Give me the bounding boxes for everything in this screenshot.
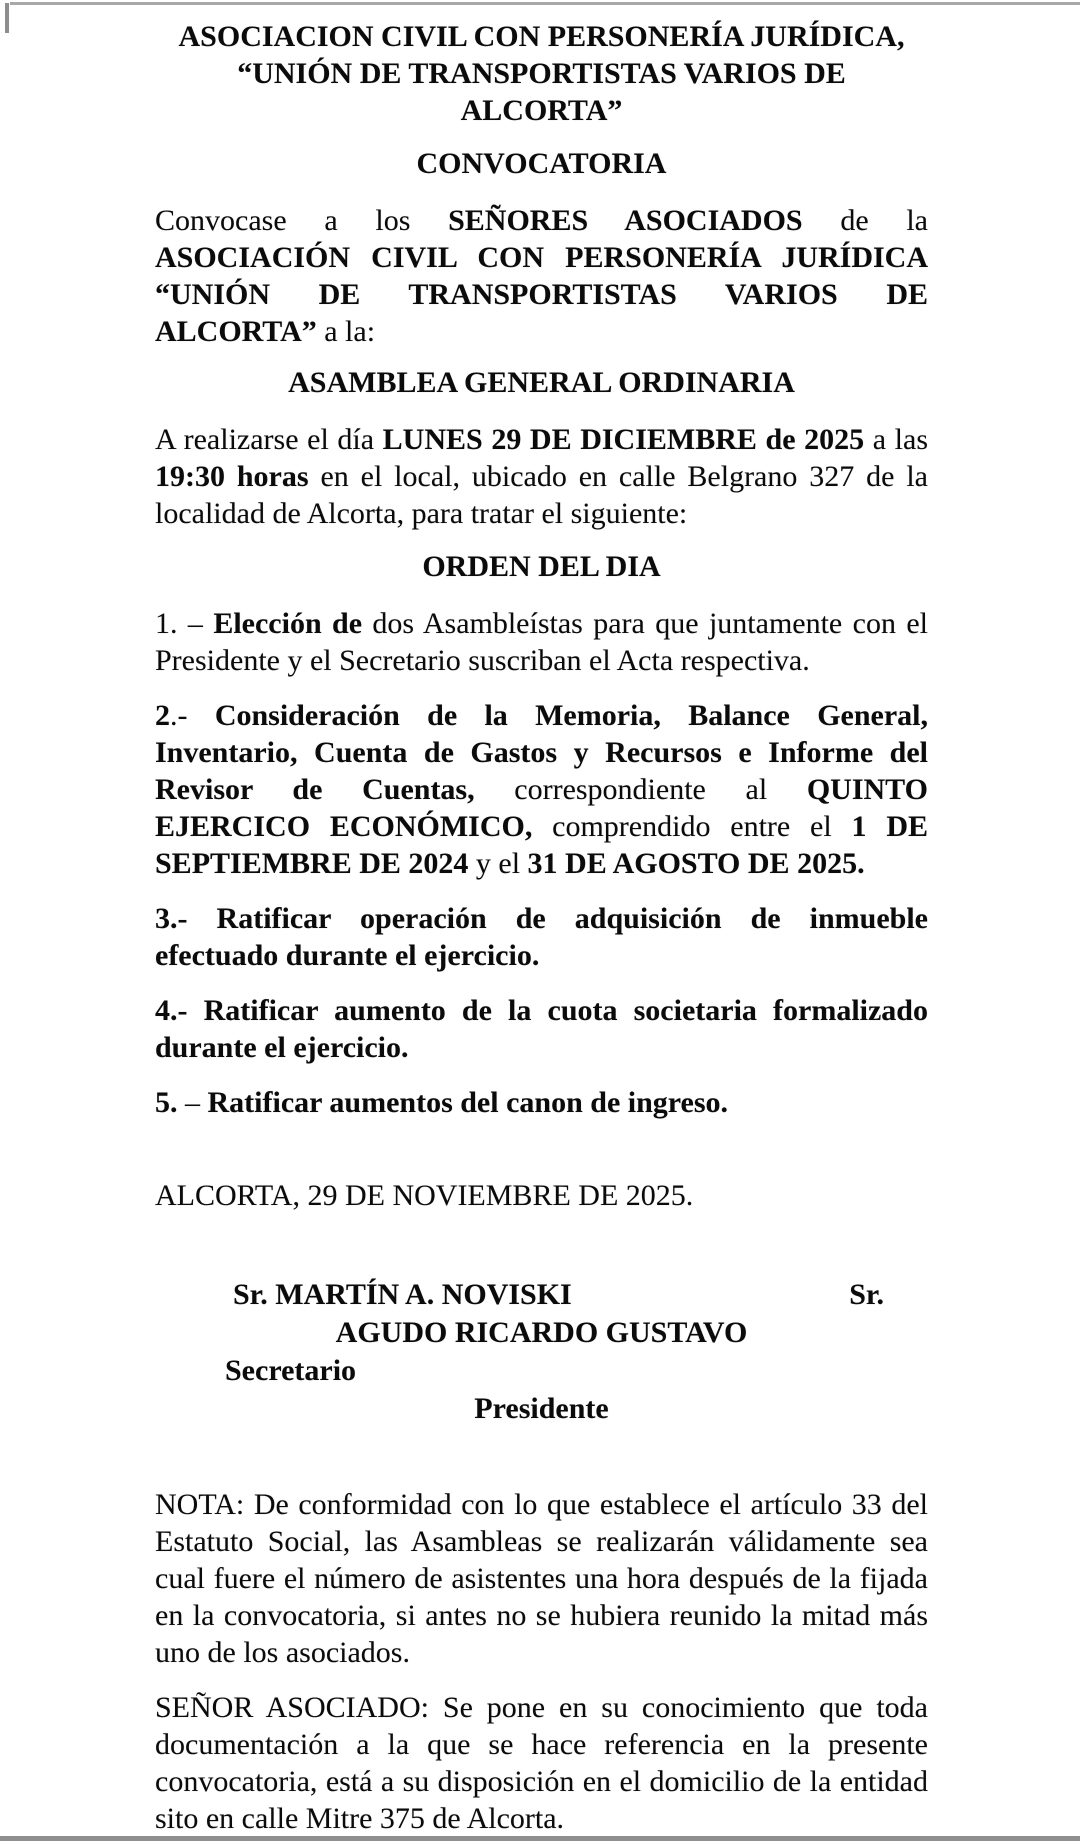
- agenda-item-3: [155, 900, 928, 974]
- title-line: ASOCIACION CIVIL CON PERSONERÍA JURÍDICA,: [178, 20, 905, 53]
- text-run: 1 DE SEPTIEMBRE DE 2024: [155, 810, 928, 880]
- signature-name-president: AGUDO RICARDO GUSTAVO: [335, 1316, 748, 1349]
- title-line: “UNIÓN DE TRANSPORTISTAS VARIOS DE: [237, 57, 846, 90]
- text-run: de la: [802, 204, 929, 237]
- text-run: QUINTO EJERCICO ECONÓMICO,: [155, 773, 928, 843]
- heading-convocatoria: CONVOCATORIA: [416, 147, 667, 180]
- text-run: A realizarse el día: [155, 423, 383, 456]
- document-title: [155, 18, 928, 129]
- text-run: 3.- Ratificar operación de adquisición de inmueble efectuado durante el ejercicio.: [155, 902, 928, 972]
- heading-asamblea-general: ASAMBLEA GENERAL ORDINARIA: [288, 366, 795, 399]
- text-run: 19:30 horas: [155, 460, 309, 493]
- intro-paragraph: [155, 202, 928, 350]
- signature-block: [155, 1276, 928, 1428]
- text-run: .-: [170, 699, 215, 732]
- text-run: 5.: [155, 1086, 178, 1119]
- text-run: en el local, ubicado en calle Belgrano 327 de la localidad de Alcorta, para tratar el siguiente:: [155, 460, 928, 530]
- signature-title-presidente: Presidente: [474, 1392, 609, 1425]
- title-line: ALCORTA”: [460, 94, 623, 127]
- signature-title-secretario: Secretario: [225, 1354, 357, 1387]
- text-run: Ratificar aumentos del canon de ingreso.: [207, 1086, 729, 1119]
- text-run: –: [177, 1086, 208, 1119]
- agenda-item-1: [155, 605, 928, 679]
- text-run: Consideración de la Memoria, Balance General, Inventario, Cuenta de Gastos y Recursos e Informe del Revisor de Cuentas,: [155, 699, 928, 806]
- agenda-item-2: [155, 697, 928, 882]
- text-run: dos Asambleístas para que juntamente con el Presidente y el Secretario suscriban el Acta respectiva.: [155, 607, 929, 677]
- document-content: [155, 0, 928, 1837]
- text-run: 1. –: [155, 607, 214, 640]
- text-run: ASOCIACIÓN CIVIL CON PERSONERÍA JURÍDICA “UNIÓN DE TRANSPORTISTAS VARIOS DE ALCORTA”: [155, 241, 928, 348]
- text-run: Convocase a los: [155, 204, 449, 237]
- text-run: 31 DE AGOSTO DE 2025.: [527, 847, 865, 880]
- signature-row-1: [155, 1276, 928, 1314]
- text-run: a la:: [316, 315, 376, 348]
- signature-name-secretary: Sr. MARTÍN A. NOVISKI: [233, 1278, 572, 1311]
- meeting-details-paragraph: [155, 421, 928, 532]
- date-line: ALCORTA, 29 DE NOVIEMBRE DE 2025.: [155, 1179, 694, 1212]
- scan-mark-left: [5, 3, 9, 33]
- text-run: LUNES 29 DE DICIEMBRE de 2025: [382, 423, 865, 456]
- text-run: SEÑORES ASOCIADOS: [448, 204, 803, 237]
- agenda-item-4: [155, 992, 928, 1066]
- text-run: comprendido entre el: [532, 810, 852, 843]
- text-run: 2: [155, 699, 170, 732]
- agenda-item-5: [155, 1084, 928, 1121]
- text-run: a las: [864, 423, 929, 456]
- text-run: Elección de: [213, 607, 363, 640]
- text-run: correspondiente al: [474, 773, 807, 806]
- text-run: 4.- Ratificar aumento de la cuota societaria formalizado durante el ejercicio.: [155, 994, 928, 1064]
- senor-asociado-paragraph: SEÑOR ASOCIADO: Se pone en su conocimiento que toda documentación a la que se hace referencia en la presente convocatoria, está a su disposición en el domicilio de la entidad sito en calle Mitre 375 de Alcorta.: [155, 1691, 928, 1835]
- heading-orden-del-dia: ORDEN DEL DIA: [422, 550, 661, 583]
- text-run: y el: [468, 847, 528, 880]
- nota-paragraph: NOTA: De conformidad con lo que establece el artículo 33 del Estatuto Social, las Asambleas se realizarán válidamente sea cual fuere el número de asistentes una hora después de la fijada en la convocatoria, si antes no se hubiera reunido la mitad más uno de los asociados.: [155, 1488, 928, 1669]
- signature-sr-prefix: Sr.: [849, 1278, 884, 1311]
